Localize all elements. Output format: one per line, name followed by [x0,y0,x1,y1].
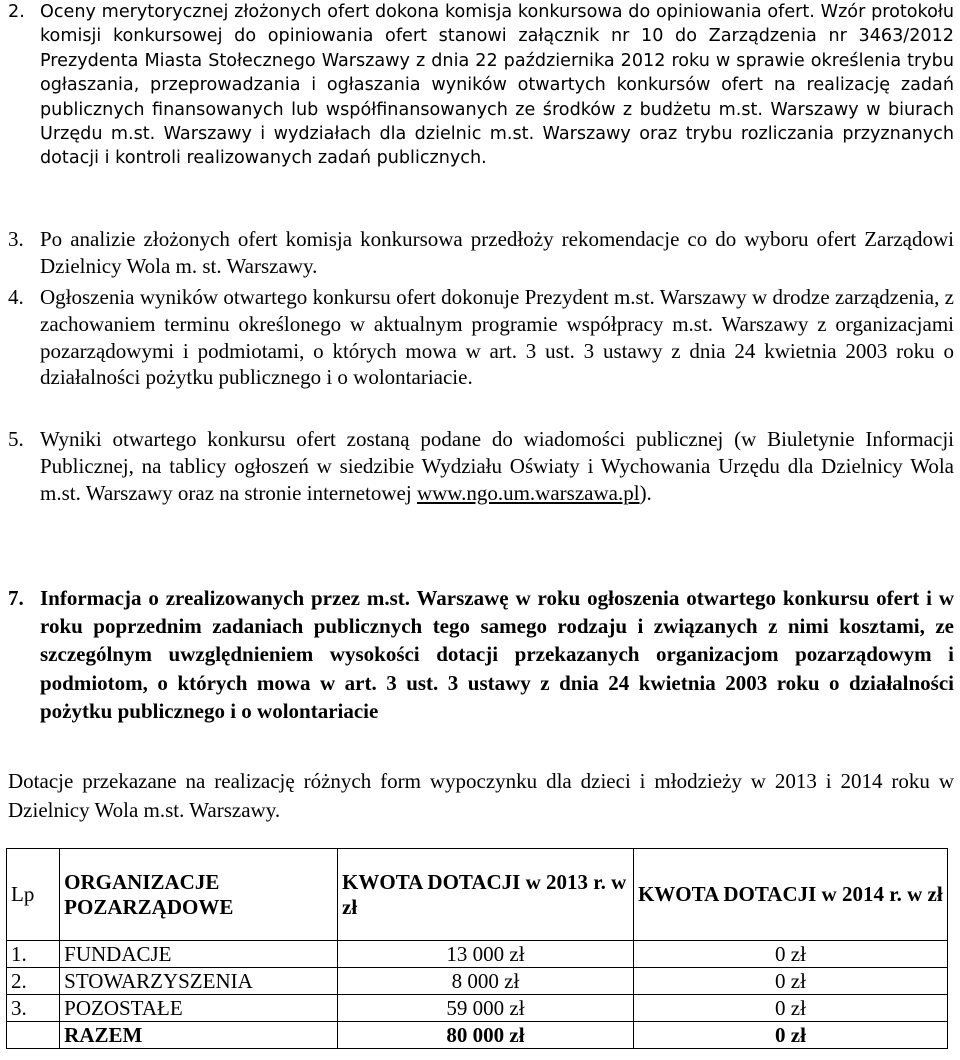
section-4-number: 4. [8,285,24,309]
table-header-row [7,849,948,941]
row-grant-2014: 0 zł [633,941,947,968]
section-3-text: Po analizie złożonych ofert komisja konkursowa przedłoży rekomendacje co do wyboru ofert Zarządowi Dzielnicy Wola m. st. Warszawy. [40,227,954,278]
row-grant-2013: 59 000 zł [338,995,634,1022]
total-lp [7,1022,60,1049]
row-grant-2013: 13 000 zł [338,941,634,968]
section-3-number: 3. [8,227,24,251]
intro-paragraph: Dotacje przekazane na realizację różnych form wypoczynku dla dzieci i młodzieży w 2013 i 2014 roku w Dzielnicy Wola m.st. Warszawy. [8,769,954,822]
table-row [7,941,948,968]
grants-table [6,848,948,1049]
header-grant-2014: KWOTA DOTACJI w 2014 r. w zł [633,849,947,941]
section-5-text: Wyniki otwartego konkursu ofert zostaną podane do wiadomości publicznej (w Biuletynie Informacji Publicznej, na tablicy ogłoszeń w siedzibie Wydziału Oświaty i Wychowania Urzędu dla Dzielnicy Wola m.st. Warszawy oraz na stronie internetowej [40,427,954,505]
section-5-tail: ). [639,480,652,505]
section-3 [8,226,954,280]
section-7-heading [8,584,954,725]
section-5-body [40,426,954,506]
section-7-number: 7. [8,586,24,610]
section-4 [8,284,954,391]
table-total-row [7,1022,948,1049]
row-organization: STOWARZYSZENIA [60,968,338,995]
row-grant-2014: 0 zł [633,995,947,1022]
row-lp: 1. [7,941,60,968]
row-organization: FUNDACJE [60,941,338,968]
row-grant-2014: 0 zł [633,968,947,995]
header-organizations: ORGANIZACJE POZARZĄDOWE [60,849,338,941]
section-5-number: 5. [8,427,24,451]
section-2 [8,0,954,171]
section-5 [8,426,954,506]
ngo-website-link[interactable]: www.ngo.um.warszawa.pl [416,480,640,505]
section-7-heading-text: Informacja o zrealizowanych przez m.st. Warszawę w roku ogłoszenia otwartego konkursu ofert i w roku poprzednim zadaniach publicznych tego samego rodzaju i związanych z nimi kosztami, ze szczególnym uwzględnieniem wysokości dotacji przekazanych organizacjom pozarządowym i podmiotom, o których mowa w art. 3 ust. 3 ustawy z dnia 24 kwietnia 2003 roku o działalności pożytku publicznego i o wolontariacie [40,586,954,723]
row-organization: POZOSTAŁE [60,995,338,1022]
row-grant-2013: 8 000 zł [338,968,634,995]
total-label: RAZEM [60,1022,338,1049]
table-row [7,995,948,1022]
table-row [7,968,948,995]
header-grant-2013: KWOTA DOTACJI w 2013 r. w zł [338,849,634,941]
section-4-text: Ogłoszenia wyników otwartego konkursu ofert dokonuje Prezydent m.st. Warszawy w drodze zarządzenia, z zachowaniem terminu określonego w aktualnym programie współpracy m.st. Warszawy z organizacjami pozarządowymi i podmiotami, o których mowa w art. 3 ust. 3 ustawy z dnia 24 kwietnia 2003 roku o działalności pożytku publicznego i o wolontariacie. [40,285,954,390]
total-grant-2013: 80 000 zł [338,1022,634,1049]
row-lp: 2. [7,968,60,995]
total-grant-2014: 0 zł [633,1022,947,1049]
header-lp: Lp [7,849,60,941]
row-lp: 3. [7,995,60,1022]
section-2-number: 2. [8,2,25,22]
section-2-text: Oceny merytorycznej złożonych ofert dokona komisja konkursowa do opiniowania ofert. Wzór protokołu komisji konkursowej do opiniowania ofert stanowi załącznik nr 10 do Zarządzenia nr 3463/2012 Prezydenta Miasta Stołecznego Warszawy z dnia 22 października 2012 roku w sprawie określenia trybu ogłaszania, przeprowadzania i ogłaszania wyników otwartych konkursów ofert na realizację zadań publicznych finansowanych lub współfinansowanych ze środków z budżetu m.st. Warszawy w biurach Urzędu m.st. Warszawy i wydziałach dla dzielnic m.st. Warszawy oraz trybu rozliczania przyznanych dotacji i kontroli realizowanych zadań publicznych. [40,2,954,169]
